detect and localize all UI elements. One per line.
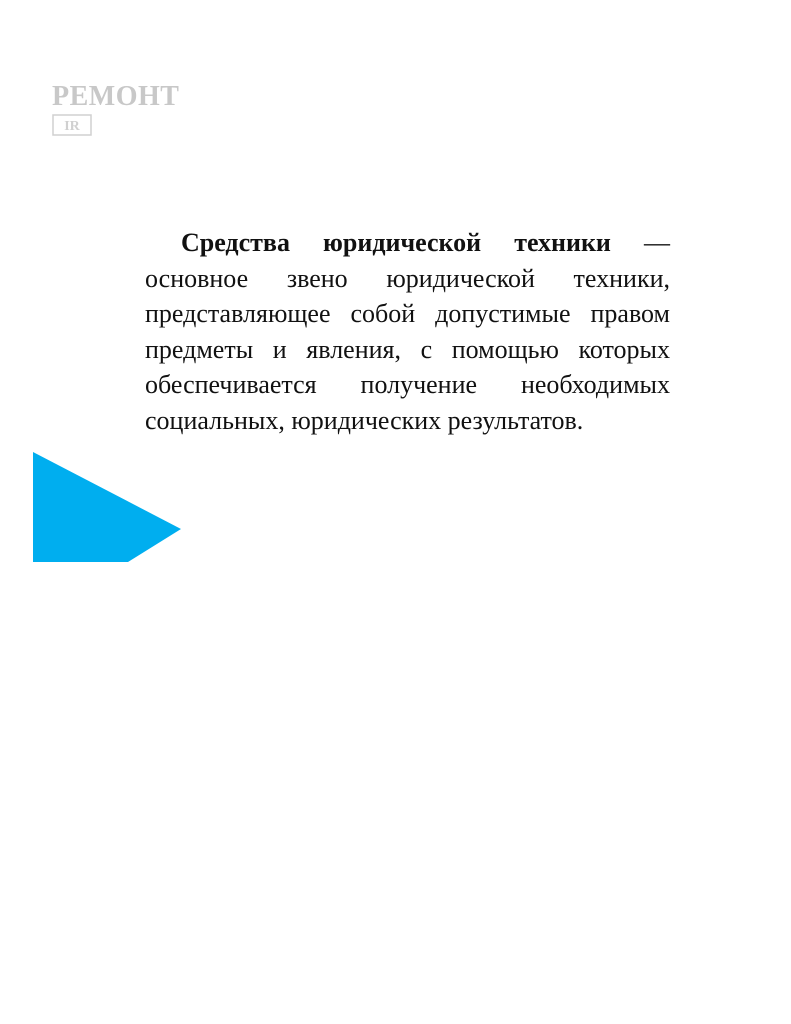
logo-mark-text: IR bbox=[64, 119, 80, 134]
definition-paragraph bbox=[145, 225, 670, 438]
logo-text: РЕМОНТ bbox=[52, 81, 180, 112]
definition-dash: — bbox=[610, 228, 670, 257]
definition-term: Средства юридической техники bbox=[181, 228, 611, 257]
definition-body: основное звено юридической техники, представляющее собой допустимые правом предметы и явления, с помощью которых обеспечивается получение необходимых социальных, юридических результатов. bbox=[145, 263, 670, 435]
logo-mark-icon bbox=[52, 114, 92, 136]
watermark-logo bbox=[52, 80, 192, 140]
blue-triangle-shape bbox=[33, 452, 181, 562]
